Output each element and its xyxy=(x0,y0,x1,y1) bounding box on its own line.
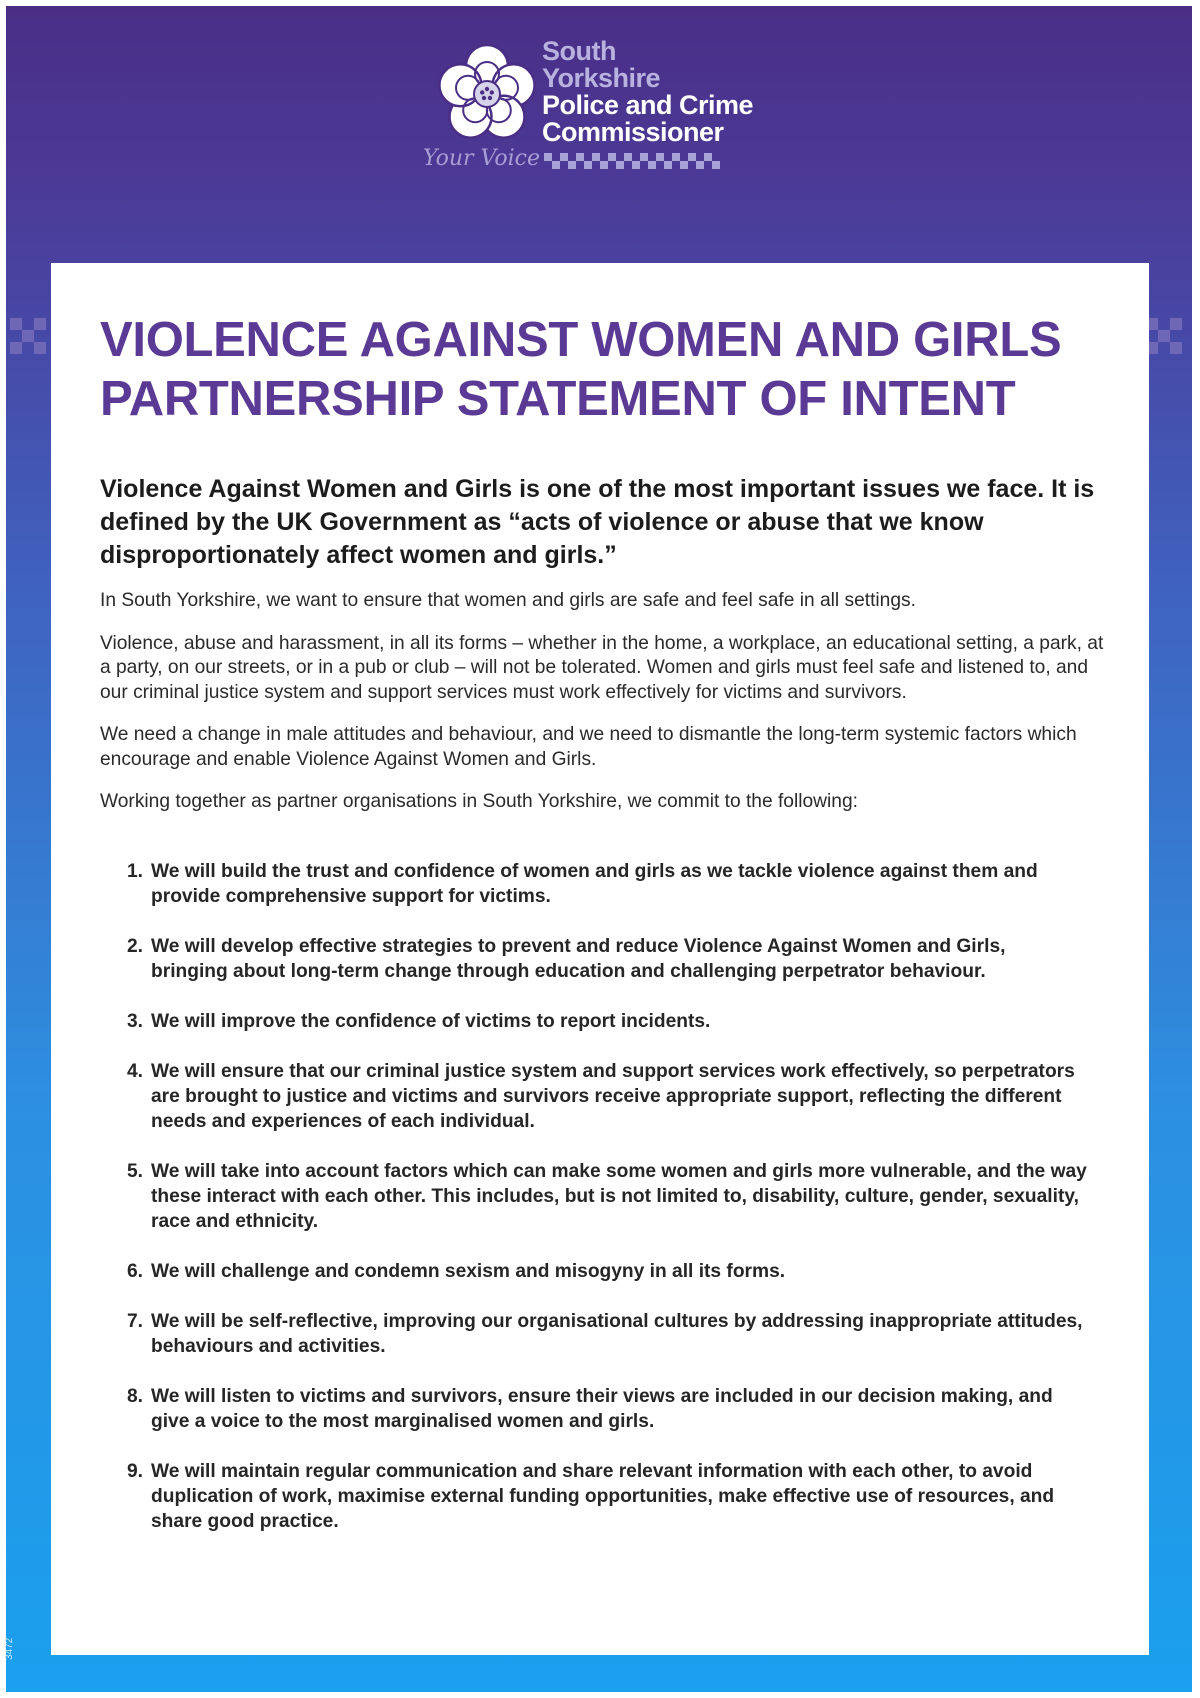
chequer-square xyxy=(600,161,608,169)
commitments-list xyxy=(127,859,1087,1559)
yorkshire-rose-icon xyxy=(431,38,543,150)
list-item-text: We will develop effective strategies to prevent and reduce Violence Against Women and Girls, bringing about long-term change through education and challenging perpetrator behaviour. xyxy=(151,936,1006,982)
list-item xyxy=(127,1309,1087,1359)
chequer-square xyxy=(576,153,584,161)
chequer-square xyxy=(624,153,632,161)
chequer-square xyxy=(672,153,680,161)
paragraph: Violence, abuse and harassment, in all its forms – whether in the home, a workplace, an educational setting, a park, at a party, on our streets, or in a pub or club – will not be tolerated. Women and girls must feel safe and listened to, and our criminal justice system and support services must work effectively for victims and survivors. xyxy=(100,632,1104,703)
logo-tagline: Your Voice xyxy=(423,146,541,171)
list-number: 8. xyxy=(127,1386,144,1407)
chequer-square xyxy=(656,153,664,161)
list-item xyxy=(127,934,1087,984)
chequer-square xyxy=(664,161,672,169)
chequer-square xyxy=(544,153,552,161)
logo-line-yorkshire: Yorkshire xyxy=(542,63,661,93)
logo-wordmark xyxy=(542,38,753,146)
right-chequer-mark xyxy=(1146,318,1192,354)
chequer-square xyxy=(704,153,712,161)
lead-statement: Violence Against Women and Girls is one of the most important issues we face. It is defined by the UK Government as “acts of violence or abuse that we know disproportionately affect women and girls.” xyxy=(100,475,1095,569)
chequer-square xyxy=(696,161,704,169)
list-number: 6. xyxy=(127,1261,144,1282)
chequer-square xyxy=(632,161,640,169)
list-number: 7. xyxy=(127,1311,144,1332)
list-item-text: We will build the trust and confidence of women and girls as we tackle violence against them and provide comprehensive support for victims. xyxy=(151,861,1038,907)
chequer-square xyxy=(616,161,624,169)
logo-line-police-and-crime: Police and Crime xyxy=(542,90,754,120)
list-item xyxy=(127,859,1087,909)
logo-line-south: South xyxy=(542,36,616,66)
title-line-1: VIOLENCE AGAINST WOMEN AND GIRLS xyxy=(100,313,1062,367)
chequer-square xyxy=(592,153,600,161)
list-item-text: We will maintain regular communication and share relevant information with each other, to avoid duplication of work, maximise external funding opportunities, make effective use of resources, and share good practice. xyxy=(151,1461,1055,1532)
chequer-square xyxy=(584,161,592,169)
pcc-logo xyxy=(425,38,785,188)
chequer-square xyxy=(648,161,656,169)
chequer-square xyxy=(552,161,560,169)
chequer-square xyxy=(608,153,616,161)
chequer-square xyxy=(560,153,568,161)
list-item-text: We will listen to victims and survivors, ensure their views are included in our decision making, and give a voice to the most marginalised women and girls. xyxy=(151,1386,1053,1432)
paragraph: In South Yorkshire, we want to ensure that women and girls are safe and feel safe in all settings. xyxy=(100,590,916,611)
list-item-text: We will ensure that our criminal justice system and support services work effectively, so perpetrators are brought to justice and victims and survivors receive appropriate support, reflecting the different needs and experiences of each individual. xyxy=(151,1061,1075,1132)
list-item-text: We will challenge and condemn sexism and misogyny in all its forms. xyxy=(151,1261,786,1282)
paragraph: We need a change in male attitudes and behaviour, and we need to dismantle the long-term systemic factors which encourage and enable Violence Against Women and Girls. xyxy=(100,724,1077,770)
intro-text xyxy=(100,589,1110,833)
chequer-square xyxy=(568,161,576,169)
logo-line-commissioner: Commissioner xyxy=(542,117,724,147)
list-item-text: We will improve the confidence of victims to report incidents. xyxy=(151,1011,711,1032)
page-title xyxy=(100,311,1061,429)
list-number: 2. xyxy=(127,936,144,957)
list-item-text: We will take into account factors which can make some women and girls more vulnerable, and the way these interact with each other. This includes, but is not limited to, disability, culture, gender, sexuality, race and ethnicity. xyxy=(151,1161,1087,1232)
paragraph: Working together as partner organisations in South Yorkshire, we commit to the following: xyxy=(100,791,858,812)
chequer-square xyxy=(640,153,648,161)
list-number: 1. xyxy=(127,861,144,882)
list-number: 3. xyxy=(127,1011,144,1032)
list-number: 4. xyxy=(127,1061,144,1082)
side-print-code: 3472 xyxy=(4,1637,15,1660)
content-panel xyxy=(51,263,1149,1655)
list-item xyxy=(127,1059,1087,1134)
list-item xyxy=(127,1159,1087,1234)
left-chequer-mark xyxy=(10,318,56,354)
list-item xyxy=(127,1384,1087,1434)
list-item-text: We will be self-reflective, improving our organisational cultures by addressing inappropriate attitudes, behaviours and activities. xyxy=(151,1311,1083,1357)
list-item xyxy=(127,1259,1087,1284)
chequer-square xyxy=(680,161,688,169)
chequer-square xyxy=(688,153,696,161)
list-item xyxy=(127,1009,1087,1034)
list-number: 9. xyxy=(127,1461,144,1482)
logo-chequer-band xyxy=(544,153,734,175)
title-line-2: PARTNERSHIP STATEMENT OF INTENT xyxy=(100,372,1016,426)
list-number: 5. xyxy=(127,1161,144,1182)
list-item xyxy=(127,1459,1087,1534)
chequer-square xyxy=(712,161,720,169)
